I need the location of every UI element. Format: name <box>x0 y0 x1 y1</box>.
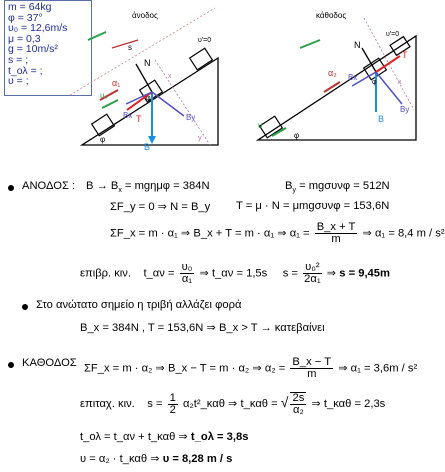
block-top <box>190 48 213 70</box>
anodos-friction: T = μ · N = μmgσυνφ = 153,6N <box>236 200 390 212</box>
label-v0: υ₀ <box>100 91 108 100</box>
label-phi-block-right: φ <box>372 79 377 86</box>
unknown-distance: s = ; <box>8 53 29 66</box>
bullet-kathodos <box>8 362 14 368</box>
label-a1: α₁ <box>112 78 121 88</box>
bullet-anodos <box>8 185 14 191</box>
anodos-label: ΑΝΟΔΟΣ : <box>22 180 76 192</box>
friction-vector-right <box>376 56 400 72</box>
label-v-right: υ <box>258 121 263 130</box>
descent-title: κάθοδος <box>316 11 347 20</box>
label-phi-block: φ <box>146 95 151 102</box>
block-bottom-right <box>260 116 283 138</box>
top-motion-arrow <box>88 32 106 40</box>
ascent-diagram <box>60 0 230 160</box>
v0-arrow <box>102 100 118 108</box>
note-text: Στο ανώτατο σημείο η τριβή αλλάζει φορά <box>36 299 242 311</box>
label-a2: α₂ <box>328 68 337 78</box>
bullet-note <box>22 304 28 310</box>
kathodos-final-speed: υ = α₂ · t_καθ ⇒ υ = 8,28 m / s <box>80 453 233 465</box>
label-B: B <box>144 142 151 152</box>
label-phi-base-right: φ <box>294 131 300 140</box>
label-N: N <box>144 58 151 68</box>
label-phi-base: φ <box>100 135 106 144</box>
ascent-title: άνοδος <box>132 11 158 20</box>
incline-triangle-right <box>258 36 416 140</box>
anodos-sum-fx: ΣF_x = m · α₁ ⇒ B_x + T = m · α₁ ⇒ α₁ = $\frac{B\_x + T}{m}$ ⇒ α₁ = 8,4 m / s² <box>110 221 445 245</box>
label-By-right: By <box>400 105 410 114</box>
label-T-right: T <box>402 50 408 60</box>
anodos-sum-fy: ΣF_y = 0 ⇒ N = B_y <box>110 201 211 213</box>
by-vector <box>152 92 184 116</box>
kathodos-label: ΚΑΘΟΔΟΣ <box>22 357 77 369</box>
label-By: By <box>186 113 196 122</box>
label-u-zero-right: υ'=0 <box>386 31 400 38</box>
label-T: T <box>136 114 142 124</box>
kathodos-sum-fx: ΣF_x = m · α₂ ⇒ B_x − T = m · α₂ ⇒ α₂ = $\frac{B\_x - T}{m}$ ⇒ α₁ = 3,6m / s² <box>84 356 418 380</box>
label-Bx: Bx <box>123 111 133 120</box>
dashed-guide-line <box>70 8 215 95</box>
label-s: s <box>128 43 132 52</box>
given-gravity: g = 10m/s² <box>8 43 58 56</box>
label-B-right: B <box>378 114 385 124</box>
label-x-axis-right: x <box>398 79 402 86</box>
given-friction-coefficient: μ = 0,3 <box>8 32 41 45</box>
anodos-bx-line: $B \to B_x = mg\eta\mu\varphi = 384N$ <box>86 180 210 195</box>
block-bottom <box>92 114 115 136</box>
label-N-right: N <box>354 40 361 50</box>
y-axis-dashed <box>155 60 210 145</box>
by-vector-right <box>376 72 402 104</box>
anodos-by-line: $B_y = mg\sigma\upsilon\nu\varphi = 512N$ <box>285 180 390 195</box>
anodos-decel-motion: επιβρ. κιν. t_αν = $\frac{\text{υ₀}}{\text{α₁}}$ ⇒ t_αν = 1,5s s = $\frac{\text{υ₀²}}{\text{2α₁}}$ ⇒ s = 9,45m <box>80 261 390 285</box>
unknown-final-speed: υ = ; <box>8 75 29 88</box>
given-angle: φ = 37° <box>8 11 43 24</box>
top-motion-arrow-right <box>300 40 320 48</box>
given-initial-speed: υ₀ = 12,6m/s <box>8 22 68 35</box>
kathodos-accel-motion: επιταχ. κιν. s = $\frac{1}{2}$ α₂t²_καθ ⇒ t_καθ = √ $\frac{2s}{\text{α₂}}$ ⇒ t_καθ = 2,3s <box>80 391 386 416</box>
note-comparison: B_x = 384N , T = 153,6N ⇒ B_x > T → κατεβαίνει <box>80 322 325 334</box>
label-x-axis: x <box>168 73 172 80</box>
label-u-zero: υ'=0 <box>198 37 212 44</box>
unknown-total-time: t_ολ = ; <box>8 64 43 77</box>
s-arrow <box>112 40 138 48</box>
label-Bx-right: Bx <box>348 73 358 82</box>
label-y-axis: y <box>198 135 202 142</box>
descent-diagram <box>244 0 434 160</box>
given-mass: m = 64kg <box>8 1 52 13</box>
kathodos-total-time: t_ολ = t_αν + t_καθ ⇒ t_ολ = 3,8s <box>80 431 249 443</box>
